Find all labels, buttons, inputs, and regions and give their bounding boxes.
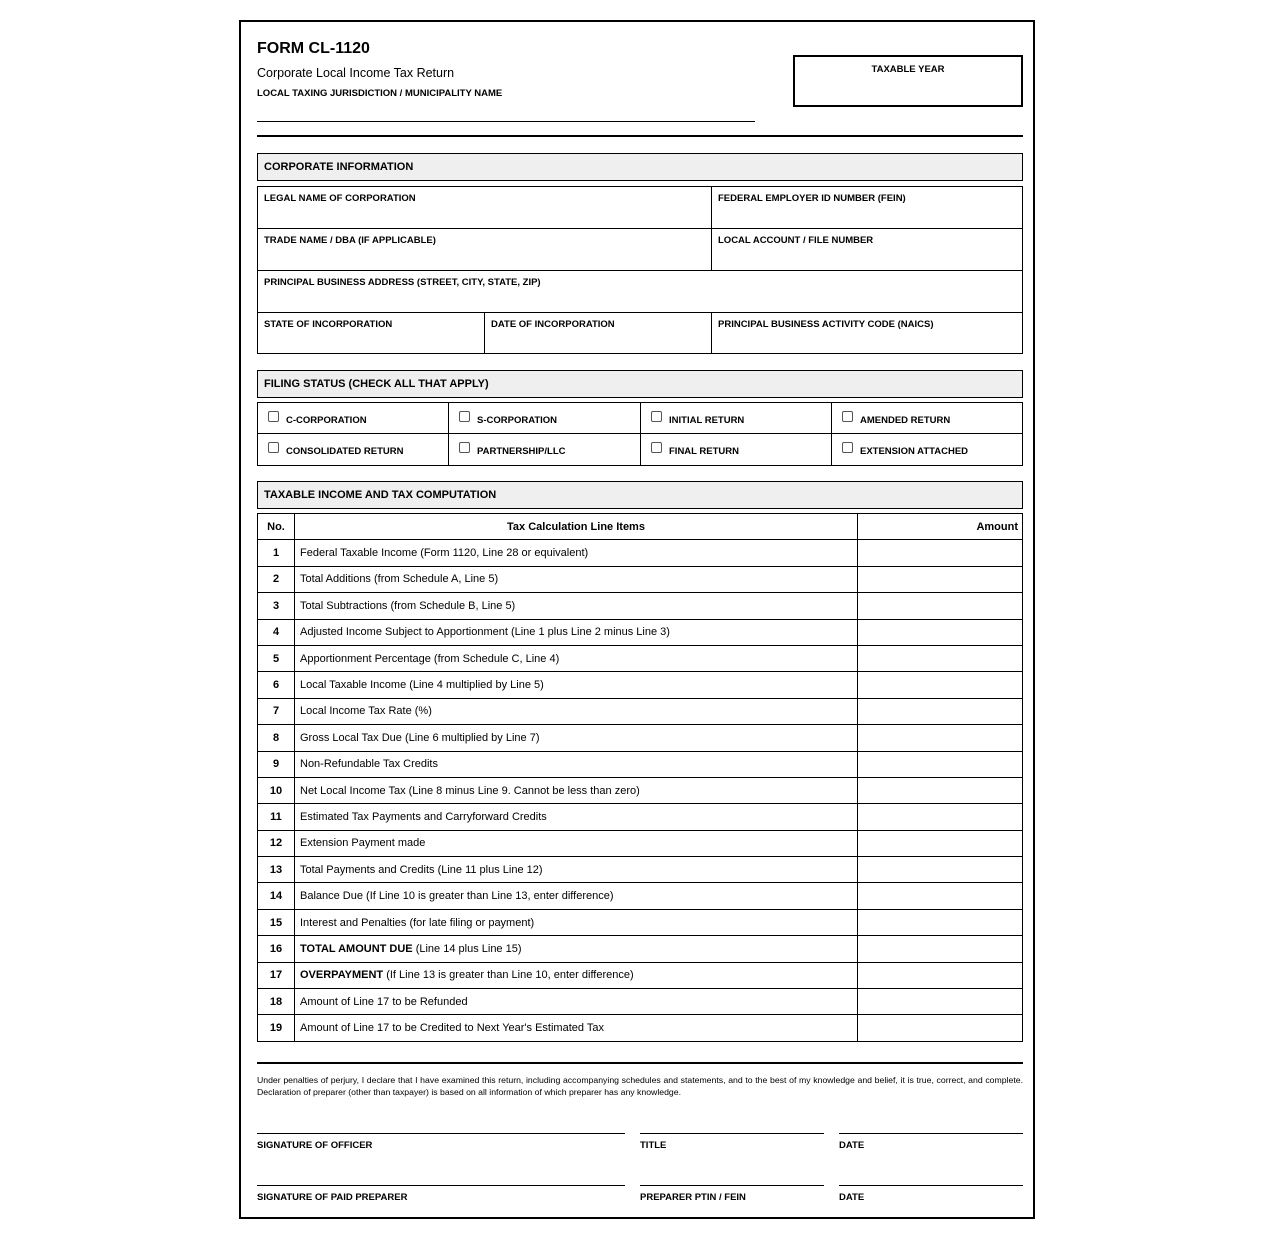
table-row [258,909,1023,935]
line-text: Total Subtractions (from Schedule B, Line 5) [300,599,516,612]
form-subtitle: Corporate Local Income Tax Return [257,66,455,80]
legal-name-field[interactable] [258,187,712,229]
date-incorporation-field[interactable] [485,313,712,353]
filing-option-label: EXTENSION ATTACHED [860,446,969,457]
line-text: Amount of Line 17 to be Credited to Next Year's Estimated Tax [300,1022,604,1035]
line-description [295,1015,858,1041]
officer-signature-label: SIGNATURE OF OFFICER [257,1140,373,1151]
taxable-year-box[interactable] [793,55,1023,107]
filing-option-label: CONSOLIDATED RETURN [286,446,404,457]
officer-date-label: DATE [839,1140,865,1151]
table-row [258,830,1023,856]
ptin-line[interactable] [640,1185,824,1186]
checkbox[interactable] [842,411,853,422]
col-header-line-items: Tax Calculation Line Items [295,514,858,540]
line-text: Total Additions (from Schedule A, Line 5) [300,573,499,586]
line-number: 3 [258,593,295,619]
filing-option-label: FINAL RETURN [669,446,740,457]
amount-field[interactable] [858,725,1023,751]
filing-option-consolidated-return[interactable] [258,434,449,465]
amount-field[interactable] [858,909,1023,935]
filing-status-grid [257,402,1023,466]
header-divider [257,135,1023,137]
line-description [295,672,858,698]
preparer-date-label: DATE [839,1192,865,1203]
line-description [295,566,858,592]
table-row [258,989,1023,1015]
form-title: FORM CL-1120 [257,40,370,57]
amount-field[interactable] [858,645,1023,671]
amount-field[interactable] [858,672,1023,698]
filing-option-c-corp[interactable] [258,403,449,434]
table-row [258,962,1023,988]
preparer-date-line[interactable] [839,1185,1023,1186]
checkbox[interactable] [268,442,279,453]
local-account-field[interactable] [712,229,1022,271]
amount-field[interactable] [858,751,1023,777]
line-description [295,645,858,671]
line-description [295,936,858,962]
line-number: 9 [258,751,295,777]
jurisdiction-input-line[interactable] [257,121,755,122]
table-row [258,725,1023,751]
col-header-no: No. [258,514,295,540]
amount-field[interactable] [858,619,1023,645]
table-row [258,540,1023,566]
line-text: Amount of Line 17 to be Refunded [300,995,468,1008]
line-text: Adjusted Income Subject to Apportionment (Line 1 plus Line 2 minus Line 3) [300,626,670,639]
line-number: 1 [258,540,295,566]
address-label: PRINCIPAL BUSINESS ADDRESS (STREET, CITY, STATE, ZIP) [264,277,541,288]
line-number: 17 [258,962,295,988]
amount-field[interactable] [858,804,1023,830]
filing-option-label: PARTNERSHIP/LLC [477,446,566,457]
filing-option-s-corp[interactable] [449,403,641,434]
form-page [239,20,1035,1219]
filing-option-partnership-llc[interactable] [449,434,641,465]
table-row [258,936,1023,962]
line-text: Local Income Tax Rate (%) [300,705,432,718]
preparer-signature-line[interactable] [257,1185,625,1186]
line-text: Extension Payment made [300,837,426,850]
tax-computation-table [257,513,1023,1042]
line-text: Non-Refundable Tax Credits [300,758,438,771]
preparer-signature-label: SIGNATURE OF PAID PREPARER [257,1192,408,1203]
checkbox[interactable] [651,442,662,453]
line-emphasis: OVERPAYMENT [300,969,384,982]
line-description [295,883,858,909]
corporate-info-heading: CORPORATE INFORMATION [257,153,1023,181]
state-incorporation-label: STATE OF INCORPORATION [264,319,393,330]
table-header-row [258,514,1023,540]
checkbox[interactable] [842,442,853,453]
naics-field[interactable] [712,313,1022,353]
officer-date-line[interactable] [839,1133,1023,1134]
line-number: 11 [258,804,295,830]
amount-field[interactable] [858,698,1023,724]
filing-option-label: C-CORPORATION [286,415,367,426]
amount-field[interactable] [858,883,1023,909]
line-text: Federal Taxable Income (Form 1120, Line 28 or equivalent) [300,547,589,560]
line-description [295,830,858,856]
line-description [295,540,858,566]
line-description [295,989,858,1015]
amount-field[interactable] [858,830,1023,856]
fein-label: FEDERAL EMPLOYER ID NUMBER (FEIN) [718,193,906,204]
line-description [295,593,858,619]
line-text: Local Taxable Income (Line 4 multiplied by Line 5) [300,679,544,692]
line-number: 12 [258,830,295,856]
amount-field[interactable] [858,989,1023,1015]
ptin-label: PREPARER PTIN / FEIN [640,1192,746,1203]
jurisdiction-label: LOCAL TAXING JURISDICTION / MUNICIPALITY NAME [257,88,503,99]
line-text: (If Line 13 is greater than Line 10, enter difference) [383,969,634,982]
filing-option-initial-return[interactable] [641,403,832,434]
checkbox[interactable] [459,411,470,422]
table-row [258,1015,1023,1041]
trade-name-label: TRADE NAME / DBA (IF APPLICABLE) [264,235,436,246]
trade-name-field[interactable] [258,229,712,271]
table-row [258,804,1023,830]
line-text: Interest and Penalties (for late filing or payment) [300,916,535,929]
state-incorporation-field[interactable] [258,313,485,353]
amount-field[interactable] [858,777,1023,803]
table-row [258,777,1023,803]
table-row [258,566,1023,592]
filing-status-heading: FILING STATUS (CHECK ALL THAT APPLY) [257,370,1023,398]
line-number: 6 [258,672,295,698]
address-field[interactable] [258,271,1022,313]
naics-label: PRINCIPAL BUSINESS ACTIVITY CODE (NAICS) [718,319,934,330]
filing-option-label: AMENDED RETURN [860,415,951,426]
line-number: 13 [258,857,295,883]
perjury-declaration: Under penalties of perjury, I declare that I have examined this return, including accompanying schedules and statements, and to the best of my knowledge and belief, it is true, correct, and complete. Declaration of preparer (other than taxpayer) is based on all information of which preparer has any knowledge. [257,1075,1023,1097]
tax-computation-heading: TAXABLE INCOME AND TAX COMPUTATION [257,481,1023,509]
amount-field[interactable] [858,1015,1023,1041]
line-description [295,909,858,935]
line-description [295,857,858,883]
line-number: 10 [258,777,295,803]
line-emphasis: TOTAL AMOUNT DUE [300,942,413,955]
table-row [258,857,1023,883]
line-text: Total Payments and Credits (Line 11 plus Line 12) [300,863,543,876]
amount-field[interactable] [858,936,1023,962]
line-text: Balance Due (If Line 10 is greater than Line 13, enter difference) [300,890,614,903]
col-header-amount: Amount [858,514,1023,540]
officer-signature-line[interactable] [257,1133,625,1134]
date-incorporation-label: DATE OF INCORPORATION [491,319,615,330]
line-text: (Line 14 plus Line 15) [412,942,522,955]
amount-field[interactable] [858,540,1023,566]
line-number: 7 [258,698,295,724]
table-row [258,751,1023,777]
line-number: 8 [258,725,295,751]
line-number: 15 [258,909,295,935]
checkbox[interactable] [268,411,279,422]
amount-field[interactable] [858,962,1023,988]
checkbox[interactable] [459,442,470,453]
corporate-info-grid [257,186,1023,354]
line-text: Gross Local Tax Due (Line 6 multiplied by Line 7) [300,731,540,744]
line-number: 14 [258,883,295,909]
table-row [258,645,1023,671]
table-row [258,619,1023,645]
line-description [295,725,858,751]
line-description [295,619,858,645]
local-account-label: LOCAL ACCOUNT / FILE NUMBER [718,235,874,246]
filing-option-label: S-CORPORATION [477,415,558,426]
line-description [295,777,858,803]
line-number: 16 [258,936,295,962]
filing-option-extension-attached[interactable] [832,434,1022,465]
table-row [258,593,1023,619]
line-text: Estimated Tax Payments and Carryforward Credits [300,810,547,823]
taxable-year-label: TAXABLE YEAR [871,64,945,75]
filing-option-amended-return[interactable] [832,403,1022,434]
line-description [295,804,858,830]
filing-option-final-return[interactable] [641,434,832,465]
line-description [295,962,858,988]
line-text: Apportionment Percentage (from Schedule C, Line 4) [300,652,560,665]
filing-option-label: INITIAL RETURN [669,415,745,426]
tax-rows [258,540,1023,1041]
legal-name-label: LEGAL NAME OF CORPORATION [264,193,416,204]
fein-field[interactable] [712,187,1022,229]
declaration-divider [257,1062,1023,1064]
amount-field[interactable] [858,593,1023,619]
line-number: 18 [258,989,295,1015]
line-number: 4 [258,619,295,645]
line-description [295,698,858,724]
line-description [295,751,858,777]
line-number: 19 [258,1015,295,1041]
table-row [258,698,1023,724]
line-number: 5 [258,645,295,671]
table-row [258,883,1023,909]
line-number: 2 [258,566,295,592]
line-text: Net Local Income Tax (Line 8 minus Line 9. Cannot be less than zero) [300,784,640,797]
table-row [258,672,1023,698]
amount-field[interactable] [858,857,1023,883]
title-label: TITLE [640,1140,667,1151]
title-line[interactable] [640,1133,824,1134]
checkbox[interactable] [651,411,662,422]
amount-field[interactable] [858,566,1023,592]
